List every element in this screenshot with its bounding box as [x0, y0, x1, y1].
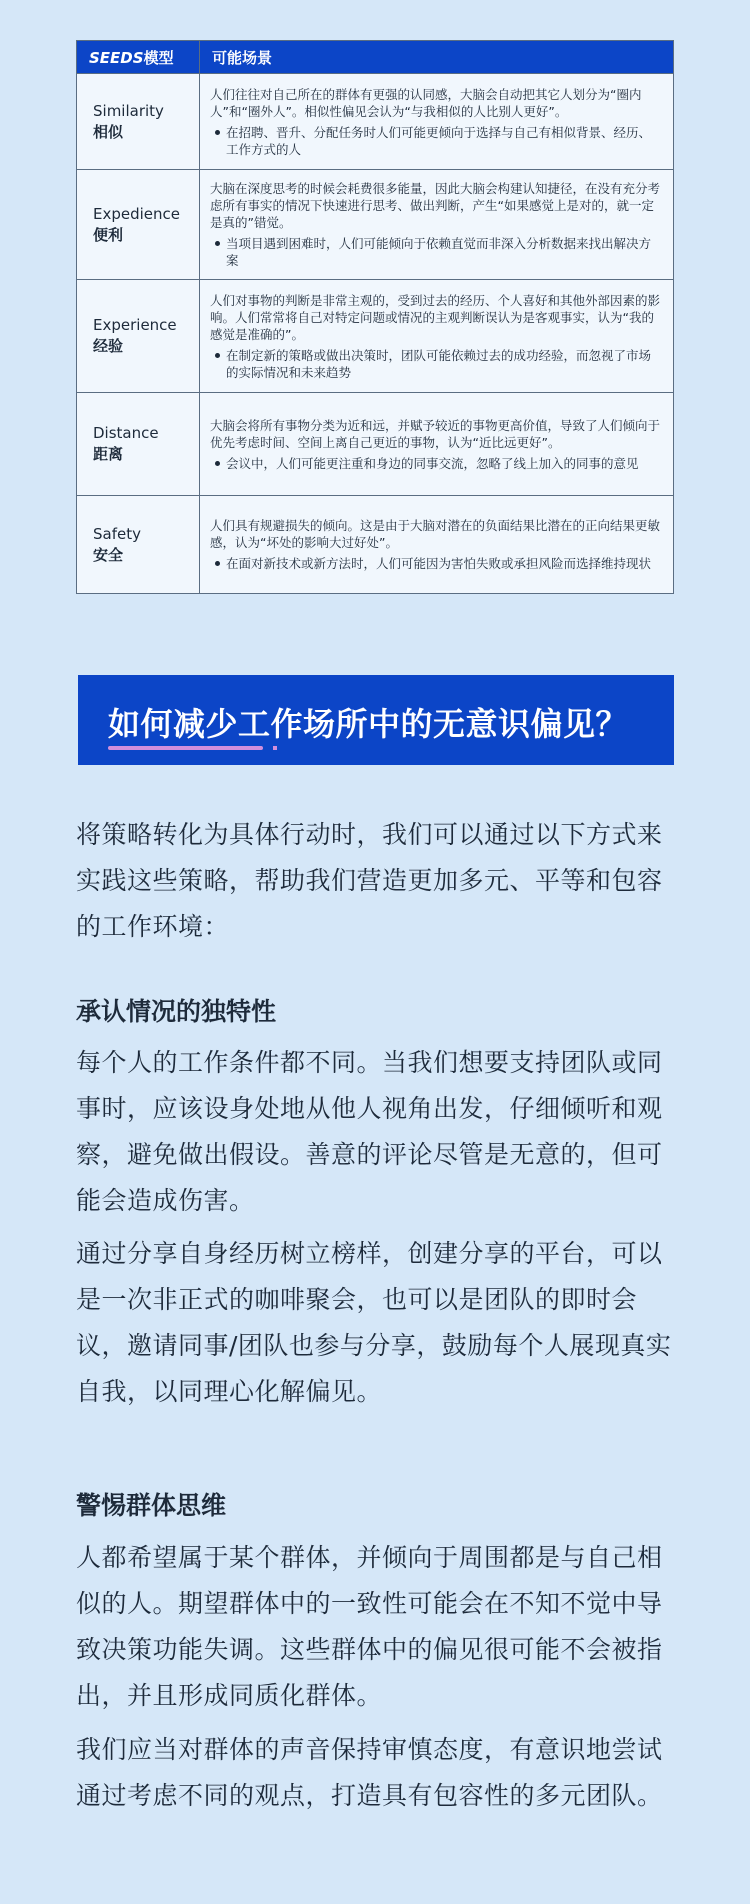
title-underline-dot — [273, 746, 277, 750]
model-cell — [77, 496, 200, 594]
scenario-description: 大脑会将所有事物分类为近和远，并赋予较近的事物更高价值，导致了人们倾向于优先考虑时间、空间上离自己更近的事物，认为“近比远更好”。 — [210, 417, 661, 450]
section-banner — [78, 675, 674, 765]
model-name-zh: 相似 — [93, 122, 124, 141]
model-name-zh: 安全 — [93, 545, 124, 564]
table-header-row — [77, 41, 674, 74]
model-name-zh: 经验 — [93, 337, 124, 355]
model-name-en: Similarity — [93, 101, 164, 120]
model-cell — [77, 74, 200, 170]
scenario-example: 当项目遇到困难时，人们可能倾向于依赖直觉而非深入分析数据来找出解决方案 — [210, 235, 663, 269]
scenario-description: 人们具有规避损失的倾向。这是由于大脑对潜在的负面结果比潜在的正向结果更敏感，认为“坏处的影响大过好处”。 — [210, 518, 661, 550]
table-row — [77, 496, 674, 594]
section-title: 如何减少工作场所中的无意识偏见？ — [108, 705, 629, 743]
scenario-cell — [200, 496, 674, 594]
model-cell — [77, 393, 200, 496]
model-name-zh: 距离 — [93, 445, 124, 463]
scenario-description: 人们对事物的判断是非常主观的，受到过去的经历、个人喜好和其他外部因素的影响。人们常常将自己对特定问题或情况的主观判断误认为是客观事实，认为“我的感觉是准确的”。 — [210, 292, 661, 342]
model-cell — [77, 280, 200, 393]
scenario-example: 在招聘、晋升、分配任务时人们可能更倾向于选择与自己有相似背景、经历、工作方式的人 — [210, 124, 663, 158]
model-name-en: Safety — [93, 524, 141, 543]
scenario-example: 会议中，人们可能更注重和身边的同事交流，忽略了线上加入的同事的意见 — [210, 455, 663, 472]
scenario-cell — [200, 170, 674, 280]
scenario-description: 人们往往对自己所在的群体有更强的认同感，大脑会自动把其它人划分为“圈内人”和“圈外人”。相似性偏见会认为“与我相似的人比别人更好”。 — [210, 86, 642, 119]
seeds-model-table — [76, 40, 674, 594]
model-cell — [77, 170, 200, 280]
scenario-column-header: 可能场景 — [200, 41, 674, 74]
scenario-cell — [200, 393, 674, 496]
block-heading: 承认情况的独特性 — [76, 997, 277, 1026]
model-name-en: Expedience — [93, 204, 181, 223]
table-row — [77, 170, 674, 280]
model-name-en: Distance — [93, 424, 159, 442]
model-name-en: Experience — [93, 316, 177, 334]
intro-paragraph: 将策略转化为具体行动时，我们可以通过以下方式来实践这些策略，帮助我们营造更加多元、平等和包容的工作环境： — [76, 820, 663, 941]
scenario-example: 在面对新技术或新方法时，人们可能因为害怕失败或承担风险而选择维持现状 — [210, 555, 663, 572]
block-paragraph: 人都希望属于某个群体，并倾向于周围都是与自己相似的人。期望群体中的一致性可能会在不知不觉中导致决策功能失调。这些群体中的偏见很可能不会被指出，并且形成同质化群体。 — [76, 1543, 663, 1710]
block-paragraph: 通过分享自身经历树立榜样，创建分享的平台，可以是一次非正式的咖啡聚会，也可以是团队的即时会议，邀请同事/团队也参与分享，鼓励每个人展现真实自我，以同理心化解偏见。 — [76, 1239, 672, 1406]
title-underline-decoration — [108, 746, 263, 750]
block-paragraph: 我们应当对群体的声音保持审慎态度，有意识地尝试通过考虑不同的观点，打造具有包容性的多元团队。 — [76, 1735, 663, 1810]
scenario-example: 在制定新的策略或做出决策时，团队可能依赖过去的成功经验，而忽视了市场的实际情况和未来趋势 — [210, 347, 663, 381]
model-name-zh: 便利 — [93, 225, 124, 244]
table-row — [77, 393, 674, 496]
scenario-description: 大脑在深度思考的时候会耗费很多能量，因此大脑会构建认知捷径，在没有充分考虑所有事实的情况下快速进行思考、做出判断，产生“如果感觉上是对的，就一定是真的”错觉。 — [210, 181, 661, 230]
block-paragraph: 每个人的工作条件都不同。当我们想要支持团队或同事时，应该设身处地从他人视角出发，仔细倾听和观察，避免做出假设。善意的评论尽管是无意的，但可能会造成伤害。 — [76, 1048, 663, 1215]
scenario-cell — [200, 74, 674, 170]
model-column-header: SEEDS模型 — [77, 41, 200, 74]
scenario-cell — [200, 280, 674, 393]
table-row — [77, 74, 674, 170]
table-row — [77, 280, 674, 393]
block-heading: 警惕群体思维 — [76, 1491, 227, 1520]
